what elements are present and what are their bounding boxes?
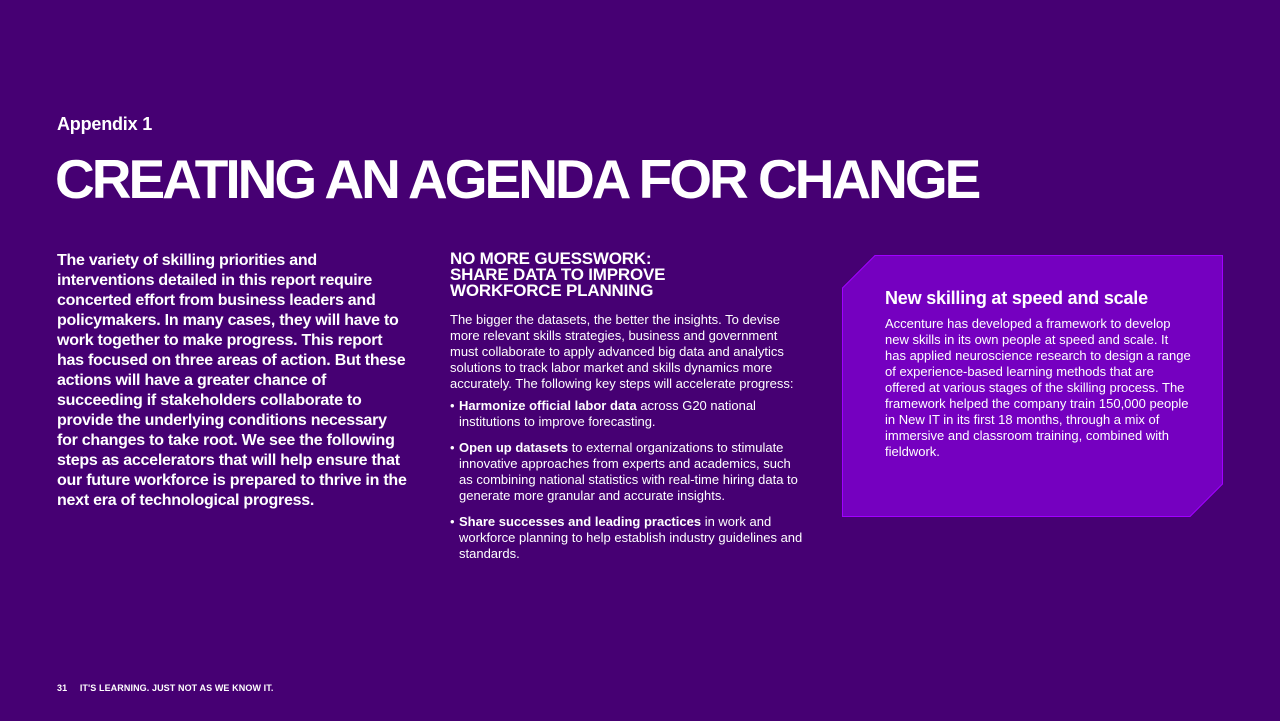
footer-tagline: IT'S LEARNING. JUST NOT AS WE KNOW IT. — [79, 683, 274, 693]
section-heading: NO MORE GUESSWORK: SHARE DATA TO IMPROVE WORKFORCE PLANNING — [450, 249, 666, 300]
bullet-icon: • — [450, 398, 455, 413]
intro-paragraph: The variety of skilling priorities and interventions detailed in this report require concerted effort from business leaders and policymakers. In many cases, they will have to work together to make progress. This report has focused on three areas of action. But these actions will have a greater chance of succeeding if stakeholders collaborate to provide the underlying conditions necessary for changes to take root. We see the following steps as accelerators that will help ensure that our future workforce is prepared to thrive in the next era of technological progress. — [57, 252, 407, 509]
callout-title: New skilling at speed and scale — [885, 288, 1148, 308]
data-sharing-section — [450, 251, 806, 572]
step-text: across G20 national institutions to improve forecasting. — [459, 398, 756, 429]
page-number: 31 — [57, 683, 68, 693]
list-item — [450, 514, 806, 562]
page-footer — [57, 683, 273, 693]
step-lead: Open up datasets — [459, 440, 569, 455]
step-text: to external organizations to stimulate innovative approaches from experts and academics, such as combining national statistics with real-time hiring data to generate more granular and accurate insights. — [459, 440, 798, 503]
step-text: in work and workforce planning to help establish industry guidelines and standards. — [459, 514, 803, 561]
section-body: The bigger the datasets, the better the insights. To devise more relevant skills strategies, business and government must collaborate to apply advanced big data and analytics solutions to track labor market and skills dynamics more accurately. The following key steps will accelerate progress: — [450, 312, 794, 391]
callout — [885, 287, 1191, 460]
step-lead: Harmonize official labor data — [459, 398, 637, 413]
step-lead: Share successes and leading practices — [459, 514, 702, 529]
bullet-icon: • — [450, 514, 455, 529]
page-title: CREATING AN AGENDA FOR CHANGE — [55, 148, 979, 210]
callout-body: Accenture has developed a framework to develop new skills in its own people at speed and scale. It has applied neuroscience research to design a range of experience-based learning methods that are offered at various stages of the skilling process. The framework helped the company train 150,000 people in New IT in its first 18 months, through a mix of immersive and classroom training, combined with fieldwork. — [885, 316, 1191, 459]
list-item — [450, 398, 806, 430]
bullet-icon: • — [450, 440, 455, 455]
list-item — [450, 440, 806, 504]
steps-list — [450, 398, 806, 562]
section-eyebrow: Appendix 1 — [57, 114, 153, 134]
